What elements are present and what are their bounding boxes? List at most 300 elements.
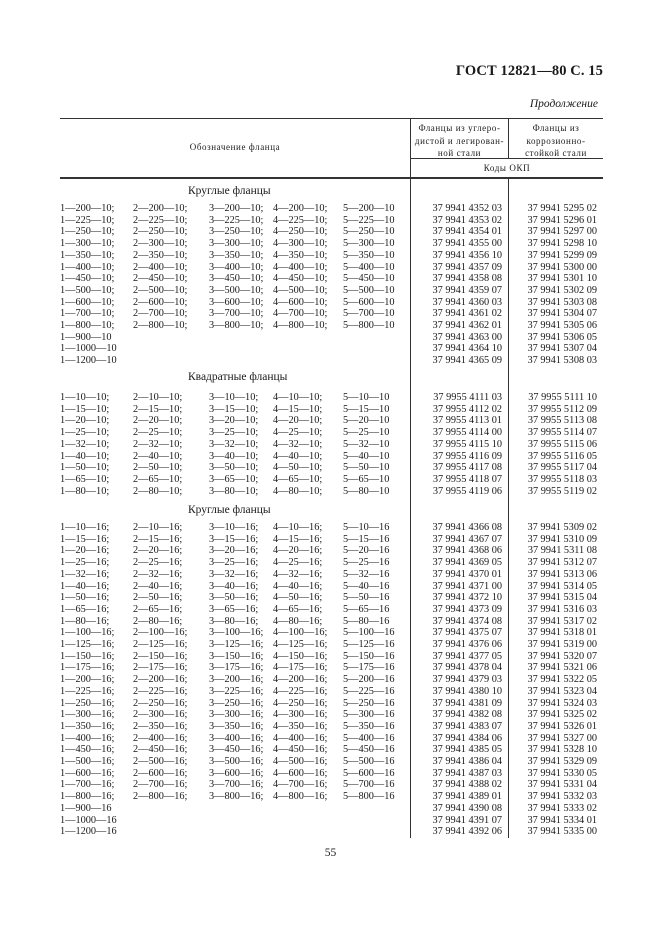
- okp-code-carbon: 37 9941 4382 08: [432, 709, 502, 721]
- flange-designation: 3—250—10;: [209, 226, 264, 238]
- okp-code-stainless: 37 9941 5313 06: [527, 568, 597, 580]
- okp-code-stainless: 37 9941 5316 03: [527, 603, 597, 615]
- flange-designation: 2—600—10;: [133, 296, 188, 308]
- section-title: Круглые фланцы: [188, 504, 271, 516]
- okp-code-carbon: 37 9941 4373 09: [432, 603, 502, 615]
- flange-designation: 2—225—16;: [133, 685, 188, 697]
- okp-code-carbon: 37 9941 4384 06: [432, 732, 502, 744]
- flange-designation: 1—175—16;: [60, 662, 115, 674]
- okp-code-carbon: 37 9941 4371 00: [432, 580, 502, 592]
- okp-code-carbon: 37 9941 4390 08: [432, 802, 502, 814]
- flange-designation: 3—350—16;: [209, 720, 264, 732]
- flange-designation: 2—150—16;: [133, 650, 188, 662]
- okp-code-stainless: 37 9941 5303 08: [527, 296, 597, 308]
- okp-code-stainless: 37 9941 5302 09: [527, 284, 597, 296]
- okp-code-stainless: 37 9941 5297 00: [527, 226, 597, 238]
- flange-designation: 2—100—16;: [133, 627, 188, 639]
- flange-designation: 3—20—10;: [209, 415, 259, 427]
- flange-designation: 5—800—10: [343, 320, 395, 331]
- flange-designation: 4—80—10;: [273, 485, 323, 497]
- okp-code-stainless: 37 9941 5322 05: [527, 674, 597, 686]
- flange-designation: 1—65—10;: [60, 473, 110, 485]
- okp-code-carbon: 37 9941 4387 03: [432, 767, 502, 779]
- flange-designation: 3—175—16;: [209, 662, 264, 674]
- flange-designation: 3—125—16;: [209, 639, 264, 650]
- flange-designation: 4—25—10;: [273, 427, 323, 439]
- okp-code-carbon: 37 9941 4361 02: [432, 308, 502, 320]
- flange-designation: 2—125—16;: [133, 639, 188, 650]
- flange-designation: 5—50—10: [343, 462, 390, 474]
- okp-code-stainless: 37 9941 5308 03: [527, 355, 597, 367]
- flange-designation: 1—32—10;: [60, 438, 110, 450]
- okp-code-carbon: 37 9941 4360 03: [432, 296, 502, 308]
- flange-designation: 3—225—10;: [209, 214, 264, 226]
- okp-code-stainless: 37 9941 5311 08: [527, 545, 597, 557]
- flange-designation: 1—1000—16: [60, 814, 117, 826]
- flange-designation: 1—40—10;: [60, 450, 110, 462]
- okp-code-carbon: 37 9941 4355 00: [432, 238, 502, 250]
- flange-designation: 5—20—16: [343, 545, 390, 557]
- flange-designation: 1—225—16;: [60, 685, 115, 697]
- flange-designation: 3—400—10;: [209, 261, 264, 273]
- okp-code-carbon: 37 9941 4358 08: [432, 273, 502, 285]
- okp-code-stainless: 37 9941 5315 04: [527, 592, 597, 604]
- flange-designation: 3—40—10;: [209, 450, 259, 462]
- okp-code-carbon: 37 9941 4363 00: [432, 331, 502, 343]
- flange-designation: 2—350—10;: [133, 249, 188, 261]
- okp-code-stainless: 37 9941 5296 01: [527, 214, 597, 226]
- okp-code-carbon: 37 9955 4111 03: [433, 392, 502, 403]
- okp-code-carbon: 37 9941 4380 10: [432, 685, 502, 697]
- flange-designation: 2—400—10;: [133, 261, 188, 273]
- flange-designation: 5—32—10: [343, 438, 390, 450]
- flange-designation: 4—40—10;: [273, 450, 323, 462]
- flange-designation: 5—200—10: [343, 203, 395, 214]
- okp-code-carbon: 37 9941 4352 03: [432, 203, 502, 214]
- flange-designation: 1—80—10;: [60, 485, 110, 497]
- flange-designation: 5—100—16: [343, 627, 395, 639]
- okp-code-carbon: 37 9941 4357 09: [432, 261, 502, 273]
- flange-designation: 1—1000—10: [60, 343, 117, 355]
- flange-designation: 3—80—10;: [209, 485, 259, 497]
- flange-designation: 3—450—16;: [209, 744, 264, 756]
- flange-designation: 4—80—16;: [273, 615, 323, 627]
- flange-designation: 1—1200—16: [60, 826, 117, 838]
- flange-designation: 2—80—16;: [133, 615, 183, 627]
- flange-designation: 5—65—10: [343, 473, 390, 485]
- okp-code-stainless: 37 9941 5310 09: [527, 533, 597, 545]
- flange-designation: 3—600—16;: [209, 767, 264, 779]
- flange-designation: 5—15—10: [343, 403, 390, 415]
- flange-designation: 3—225—16;: [209, 685, 264, 697]
- okp-code-carbon: 37 9955 4113 01: [432, 415, 502, 427]
- flange-designation: 4—32—10;: [273, 438, 323, 450]
- flange-designation: 5—350—16: [343, 720, 395, 732]
- flange-designation: 1—700—16;: [60, 779, 115, 791]
- okp-code-stainless: 37 9941 5327 00: [527, 732, 597, 744]
- okp-code-stainless: 37 9941 5329 09: [527, 756, 597, 767]
- flange-designation: 2—700—16;: [133, 779, 188, 791]
- flange-designation: 2—450—10;: [133, 273, 188, 285]
- okp-code-carbon: 37 9941 4375 07: [432, 627, 502, 639]
- flange-designation: 2—40—10;: [133, 450, 183, 462]
- flange-designation: 2—500—16;: [133, 756, 188, 767]
- flange-designation: 1—450—10;: [60, 273, 115, 285]
- flange-designation: 1—25—16;: [60, 557, 110, 569]
- okp-code-carbon: 37 9941 4353 02: [432, 214, 502, 226]
- carbon-steel-header-line: дистой и легирован-: [414, 135, 505, 146]
- flange-designation: 1—200—16;: [60, 674, 115, 686]
- section-title: Круглые фланцы: [188, 185, 271, 197]
- col-divider-1: [410, 118, 411, 838]
- flange-designation: 5—250—16: [343, 697, 395, 709]
- okp-code-stainless: 37 9941 5309 02: [527, 522, 597, 533]
- okp-code-stainless: 37 9941 5326 01: [527, 720, 597, 732]
- okp-code-carbon: 37 9941 4377 05: [432, 650, 502, 662]
- okp-code-stainless: 37 9941 5330 05: [527, 767, 597, 779]
- okp-code-stainless: 37 9941 5323 04: [527, 685, 597, 697]
- stainless-steel-header-line: коррозионно-: [526, 135, 586, 146]
- flange-designation: 5—600—16: [343, 767, 395, 779]
- flange-designation: 5—20—10: [343, 415, 390, 427]
- flange-designation: 4—10—10;: [273, 392, 323, 403]
- flange-designation: 4—400—10;: [273, 261, 328, 273]
- okp-code-stainless: 37 9955 5119 02: [527, 485, 597, 497]
- okp-code-carbon: 37 9941 4374 08: [432, 615, 502, 627]
- flange-designation: 2—450—16;: [133, 744, 188, 756]
- flange-designation: 3—15—10;: [209, 403, 259, 415]
- okp-code-stainless: 37 9941 5317 02: [527, 615, 597, 627]
- stainless-steel-header-line: стойкой стали: [525, 148, 587, 158]
- flange-designation: 1—10—16;: [60, 522, 110, 533]
- flange-designation: 1—600—10;: [60, 296, 115, 308]
- flange-designation: 3—450—10;: [209, 273, 264, 285]
- flange-designation: 1—250—16;: [60, 697, 115, 709]
- okp-code-stainless: 37 9941 5301 10: [527, 273, 597, 285]
- carbon-steel-header-line: Фланцы из углеро-: [418, 123, 501, 133]
- flange-designation: 4—40—16;: [273, 580, 323, 592]
- flange-designation: 4—15—16;: [273, 533, 323, 545]
- okp-code-carbon: 37 9941 4392 06: [432, 826, 502, 838]
- flange-designation: 3—600—10;: [209, 296, 264, 308]
- flange-designation: 5—600—10: [343, 296, 395, 308]
- flange-designation: 4—200—10;: [273, 203, 328, 214]
- okp-code-stainless: 37 9941 5307 04: [527, 343, 597, 355]
- flange-designation: 5—10—10: [343, 392, 390, 403]
- flange-designation: 1—400—16;: [60, 732, 115, 744]
- flange-designation: 2—700—10;: [133, 308, 188, 320]
- okp-code-stainless: 37 9941 5319 00: [527, 639, 597, 650]
- flange-designation: 5—175—16: [343, 662, 395, 674]
- flange-designation: 4—125—16;: [273, 639, 328, 650]
- flange-designation: 4—100—16;: [273, 627, 328, 639]
- okp-code-stainless: 37 9941 5306 05: [527, 331, 597, 343]
- okp-code-carbon: 37 9941 4362 01: [432, 320, 502, 331]
- flange-designation: 4—25—16;: [273, 557, 323, 569]
- okp-code-stainless: 37 9941 5312 07: [527, 557, 597, 569]
- okp-code-stainless: 37 9941 5333 02: [527, 802, 597, 814]
- flange-designation: 4—350—10;: [273, 249, 328, 261]
- okp-code-carbon: 37 9941 4388 02: [432, 779, 502, 791]
- flange-designation: 5—700—16: [343, 779, 395, 791]
- flange-designation: 4—50—10;: [273, 462, 323, 474]
- okp-code-stainless: 37 9955 5116 05: [527, 450, 597, 462]
- okp-code-carbon: 37 9941 4359 07: [432, 284, 502, 296]
- flange-designation: 5—700—10: [343, 308, 395, 320]
- okp-code-stainless: 37 9955 5118 03: [527, 473, 597, 485]
- flange-designation: 1—10—10;: [60, 392, 110, 403]
- okp-code-stainless: 37 9955 5114 07: [527, 427, 597, 439]
- okp-code-stainless: 37 9941 5331 04: [527, 779, 597, 791]
- flange-designation: 4—250—16;: [273, 697, 328, 709]
- okp-code-stainless: 37 9955 5111 10: [528, 392, 597, 403]
- page-number: 55: [324, 847, 337, 859]
- col-divider-2-lower: [508, 179, 509, 838]
- okp-code-stainless: 37 9941 5299 09: [527, 249, 597, 261]
- okp-code-carbon: 37 9941 4370 01: [432, 568, 502, 580]
- carbon-steel-header: [411, 122, 508, 160]
- flange-designation: 1—50—10;: [60, 462, 110, 474]
- flange-designation: 1—1200—10: [60, 355, 117, 367]
- okp-code-stainless: 37 9941 5321 06: [527, 662, 597, 674]
- flange-designation: 5—80—10: [343, 485, 390, 497]
- flange-designation: 3—65—16;: [209, 603, 259, 615]
- flange-designation: 4—20—10;: [273, 415, 323, 427]
- okp-code-carbon: 37 9955 4118 07: [432, 473, 502, 485]
- flange-designation: 3—800—16;: [209, 791, 264, 803]
- okp-code-stainless: 37 9941 5314 05: [527, 580, 597, 592]
- flange-designation: 5—225—16: [343, 685, 395, 697]
- flange-designation: 4—600—10;: [273, 296, 328, 308]
- flange-designation: 1—900—16: [60, 802, 112, 814]
- stainless-steel-header-line: Фланцы из: [532, 123, 580, 133]
- flange-designation: 3—10—10;: [209, 392, 259, 403]
- flange-designation: 1—40—16;: [60, 580, 110, 592]
- flange-designation: 1—150—16;: [60, 650, 115, 662]
- okp-code-carbon: 37 9941 4378 04: [432, 662, 502, 674]
- okp-code-carbon: 37 9955 4115 10: [432, 438, 502, 450]
- flange-designation: 5—350—10: [343, 249, 395, 261]
- flange-designation: 5—150—16: [343, 650, 395, 662]
- table-top-rule: [60, 118, 603, 119]
- flange-designation: 4—700—10;: [273, 308, 328, 320]
- flange-designation: 1—20—10;: [60, 415, 110, 427]
- flange-designation: 2—800—16;: [133, 791, 188, 803]
- flange-designation: 4—600—16;: [273, 767, 328, 779]
- flange-designation: 4—200—16;: [273, 674, 328, 686]
- flange-designation: 2—10—10;: [133, 392, 183, 403]
- okp-code-stainless: 37 9941 5298 10: [527, 238, 597, 250]
- flange-designation: 3—25—16;: [209, 557, 259, 569]
- flange-designation: 3—500—10;: [209, 284, 264, 296]
- flange-designation: 1—700—10;: [60, 308, 115, 320]
- flange-designation: 1—250—10;: [60, 226, 115, 238]
- flange-designation: 5—40—10: [343, 450, 390, 462]
- okp-code-stainless: 37 9955 5117 04: [527, 462, 597, 474]
- flange-designation: 1—15—10;: [60, 403, 110, 415]
- flange-designation: 4—65—16;: [273, 603, 323, 615]
- flange-designation: 1—50—16;: [60, 592, 110, 604]
- flange-designation: 3—80—16;: [209, 615, 259, 627]
- flange-designation: 2—200—10;: [133, 203, 188, 214]
- flange-designation: 2—65—10;: [133, 473, 183, 485]
- flange-designation: 1—500—10;: [60, 284, 115, 296]
- flange-designation: 5—125—16: [343, 639, 395, 650]
- flange-designation: 4—65—10;: [273, 473, 323, 485]
- flange-designation: 4—225—16;: [273, 685, 328, 697]
- flange-designation: 2—175—16;: [133, 662, 188, 674]
- flange-designation: 5—32—16: [343, 568, 390, 580]
- flange-designation: 3—300—10;: [209, 238, 264, 250]
- okp-code-carbon: 37 9941 4391 07: [432, 814, 502, 826]
- flange-designation: 5—300—16: [343, 709, 395, 721]
- flange-designation: 2—25—10;: [133, 427, 183, 439]
- flange-designation: 2—20—16;: [133, 545, 183, 557]
- flange-designation: 2—350—16;: [133, 720, 188, 732]
- flange-designation: 2—10—16;: [133, 522, 183, 533]
- okp-code-stainless: 37 9955 5113 08: [527, 415, 597, 427]
- flange-designation: 5—500—16: [343, 756, 395, 767]
- section-title: Квадратные фланцы: [188, 371, 288, 383]
- flange-designation: 3—50—10;: [209, 462, 259, 474]
- flange-designation: 1—500—16;: [60, 756, 115, 767]
- flange-designation: 2—25—16;: [133, 557, 183, 569]
- flange-designation: 5—80—16: [343, 615, 390, 627]
- flange-designation: 2—600—16;: [133, 767, 188, 779]
- flange-designation: 3—32—16;: [209, 568, 259, 580]
- okp-code-carbon: 37 9941 4354 01: [432, 226, 502, 238]
- okp-code-stainless: 37 9941 5335 00: [527, 826, 597, 838]
- page-header-title: ГОСТ 12821—80 С. 15: [455, 63, 603, 79]
- flange-designation: 2—20—10;: [133, 415, 183, 427]
- flange-designation: 1—800—16;: [60, 791, 115, 803]
- flange-designation: 4—800—10;: [273, 320, 328, 331]
- flange-designation: 3—100—16;: [209, 627, 264, 639]
- flange-designation: 3—50—16;: [209, 592, 259, 604]
- flange-designation: 2—32—16;: [133, 568, 183, 580]
- flange-designation: 1—100—16;: [60, 627, 115, 639]
- okp-code-carbon: 37 9941 4389 01: [432, 791, 502, 803]
- flange-designation: 3—400—16;: [209, 732, 264, 744]
- flange-designation: 4—800—16;: [273, 791, 328, 803]
- flange-designation: 5—25—16: [343, 557, 390, 569]
- flange-designation: 2—250—10;: [133, 226, 188, 238]
- flange-designation: 4—32—16;: [273, 568, 323, 580]
- flange-designation: 2—40—16;: [133, 580, 183, 592]
- flange-designation: 3—200—16;: [209, 674, 264, 686]
- flange-designation: 5—300—10: [343, 238, 395, 250]
- okp-code-carbon: 37 9941 4367 07: [432, 533, 502, 545]
- okp-code-carbon: 37 9941 4365 09: [432, 355, 502, 367]
- flange-designation: 5—450—10: [343, 273, 395, 285]
- flange-designation: 1—450—16;: [60, 744, 115, 756]
- flange-designation: 4—500—10;: [273, 284, 328, 296]
- flange-designation: 1—200—10;: [60, 203, 115, 214]
- flange-designation: 5—500—10: [343, 284, 395, 296]
- flange-designation: 3—150—16;: [209, 650, 264, 662]
- header-bottom-rule: [60, 177, 603, 179]
- okp-code-carbon: 37 9941 4356 10: [432, 249, 502, 261]
- okp-code-carbon: 37 9955 4112 02: [432, 403, 502, 415]
- okp-code-carbon: 37 9941 4364 10: [432, 343, 502, 355]
- okp-code-stainless: 37 9941 5304 07: [527, 308, 597, 320]
- flange-designation: 1—350—16;: [60, 720, 115, 732]
- flange-designation: 5—10—16: [343, 522, 390, 533]
- okp-code-stainless: 37 9941 5318 01: [527, 627, 597, 639]
- flange-designation: 4—300—16;: [273, 709, 328, 721]
- flange-designation: 2—15—10;: [133, 403, 183, 415]
- flange-designation: 2—250—16;: [133, 697, 188, 709]
- okp-code-carbon: 37 9955 4119 06: [432, 485, 502, 497]
- flange-designation: 5—40—16: [343, 580, 390, 592]
- okp-code-stainless: 37 9941 5320 07: [527, 650, 597, 662]
- okp-code-carbon: 37 9941 4385 05: [432, 744, 502, 756]
- flange-designation: 4—175—16;: [273, 662, 328, 674]
- okp-code-stainless: 37 9941 5324 03: [527, 697, 597, 709]
- flange-designation: 3—300—16;: [209, 709, 264, 721]
- flange-designation: 3—65—10;: [209, 473, 259, 485]
- okp-code-stainless: 37 9941 5325 02: [527, 709, 597, 721]
- flange-designation: 1—80—16;: [60, 615, 110, 627]
- flange-designation: 4—250—10;: [273, 226, 328, 238]
- okp-code-carbon: 37 9941 4368 06: [432, 545, 502, 557]
- flange-designation: 5—400—10: [343, 261, 395, 273]
- okp-code-stainless: 37 9955 5112 09: [527, 403, 597, 415]
- flange-designation: 4—400—16;: [273, 732, 328, 744]
- flange-designation: 5—800—16: [343, 791, 395, 803]
- flange-designation: 4—350—16;: [273, 720, 328, 732]
- flange-designation: 3—25—10;: [209, 427, 259, 439]
- flange-designation: 2—225—10;: [133, 214, 188, 226]
- okp-code-carbon: 37 9941 4383 07: [432, 720, 502, 732]
- flange-designation: 4—50—16;: [273, 592, 323, 604]
- flange-designation: 2—32—10;: [133, 438, 183, 450]
- flange-designation: 2—400—16;: [133, 732, 188, 744]
- flange-designation: 1—125—16;: [60, 639, 115, 650]
- flange-designation: 5—225—10: [343, 214, 395, 226]
- flange-designation: 4—225—10;: [273, 214, 328, 226]
- flange-designation: 5—15—16: [343, 533, 390, 545]
- flange-designation: 3—800—10;: [209, 320, 264, 331]
- flange-designation: 4—450—16;: [273, 744, 328, 756]
- flange-designation: 3—500—16;: [209, 756, 264, 767]
- flange-designation: 5—65—16: [343, 603, 390, 615]
- okp-code-carbon: 37 9941 4369 05: [432, 557, 502, 569]
- flange-designation: 4—150—16;: [273, 650, 328, 662]
- okp-code-carbon: 37 9941 4366 08: [432, 522, 502, 533]
- flange-designation: 2—500—10;: [133, 284, 188, 296]
- flange-designation: 3—250—16;: [209, 697, 264, 709]
- flange-designation: 1—400—10;: [60, 261, 115, 273]
- flange-designation: 1—32—16;: [60, 568, 110, 580]
- flange-designation: 4—700—16;: [273, 779, 328, 791]
- okp-code-carbon: 37 9941 4376 06: [432, 639, 502, 650]
- flange-designation: 3—15—16;: [209, 533, 259, 545]
- flange-designation: 3—700—16;: [209, 779, 264, 791]
- flange-designation: 3—700—10;: [209, 308, 264, 320]
- flange-designation: 1—20—16;: [60, 545, 110, 557]
- flange-designation: 5—200—16: [343, 674, 395, 686]
- flange-designation: 3—40—16;: [209, 580, 259, 592]
- flange-designation: 2—800—10;: [133, 320, 188, 331]
- flange-designation: 1—225—10;: [60, 214, 115, 226]
- flange-designation: 3—32—10;: [209, 438, 259, 450]
- okp-code-carbon: 37 9941 4372 10: [432, 592, 502, 604]
- okp-code-carbon: 37 9941 4379 03: [432, 674, 502, 686]
- flange-designation: 4—20—16;: [273, 545, 323, 557]
- flange-designation: 5—25—10: [343, 427, 390, 439]
- okp-code-stainless: 37 9941 5332 03: [527, 791, 597, 803]
